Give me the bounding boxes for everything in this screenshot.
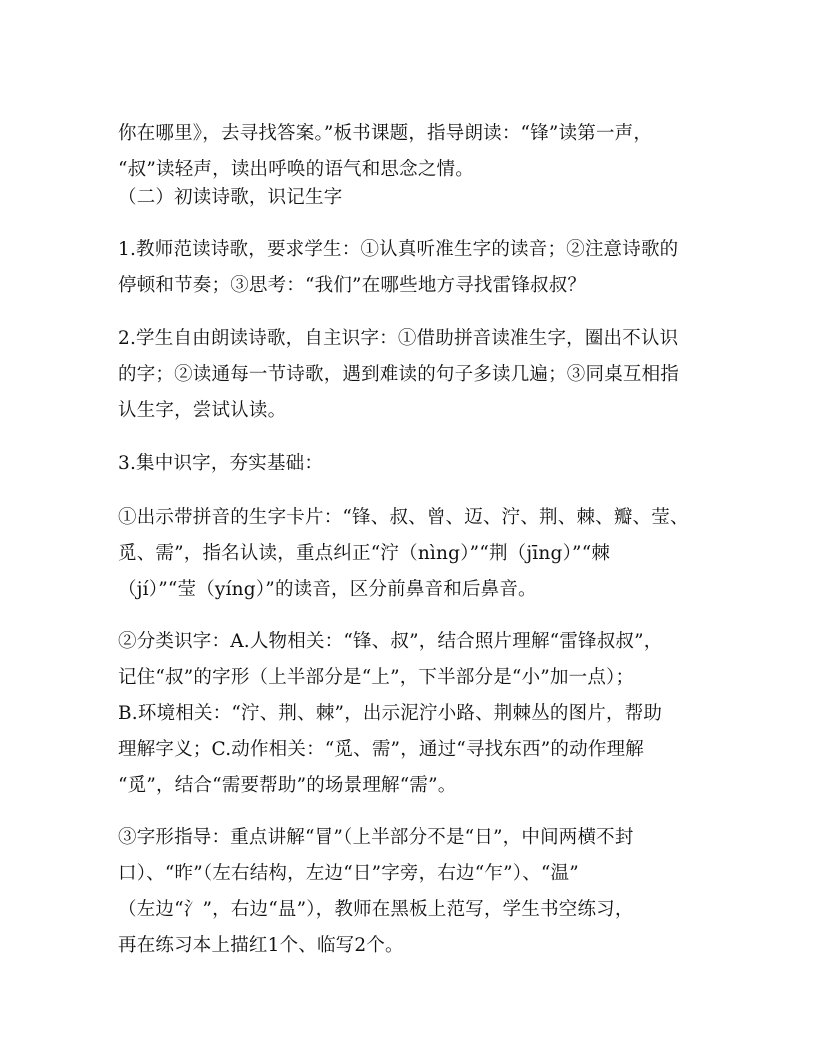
text-line: ②分类识字：A.人物相关：“锋、叔”，结合照片理解“雷锋叔叔”，	[118, 631, 663, 652]
paragraph-step-2	[118, 321, 708, 429]
text-line: “叔”读轻声，读出呼唤的语气和思念之情。	[118, 159, 474, 180]
text-line: 再在练习本上描红1个、临写2个。	[118, 935, 404, 956]
text-line: 你在哪里》，去寻找答案。”板书课题，指导朗读：“锋”读第一声，	[118, 123, 653, 144]
text-line: （左边“氵”，右边“昷”），教师在黑板上范写，学生书空练习，	[118, 899, 634, 920]
text-line: 认生字，尝试认读。	[118, 400, 287, 421]
paragraph-step-1	[118, 232, 708, 304]
text-line: ③字形指导：重点讲解“冒”（上半部分不是“日”，中间两横不封	[118, 827, 634, 848]
text-line: 觅、需”，指名认读，重点纠正“泞（nìng）”“荆（jīng）”“棘	[118, 543, 611, 564]
text-line: 口）、“昨”（左右结构，左边“日”字旁，右边“乍”）、“温”	[118, 863, 579, 884]
text-line: 停顿和节奏；③思考：“我们”在哪些地方寻找雷锋叔叔？	[118, 275, 587, 296]
paragraph-step-3	[118, 446, 708, 482]
text-line: 理解字义；C.动作相关：“觅、需”，通过“寻找东西”的动作理解	[118, 739, 644, 760]
text-line: “觅”，结合“需要帮助”的场景理解“需”。	[118, 775, 457, 796]
paragraph-intro-reading	[118, 116, 708, 188]
text-line: 记住“叔”的字形（上半部分是“上”，下半部分是“小”加一点）；	[118, 667, 635, 688]
text-line: 3.集中识字，夯实基础：	[118, 453, 324, 474]
section-heading	[118, 180, 708, 216]
paragraph-item-1	[118, 500, 708, 608]
text-line: 1.教师范读诗歌，要求学生：①认真听准生字的读音；②注意诗歌的	[118, 239, 679, 260]
text-line: 的字；②读通每一节诗歌，遇到难读的句子多读几遍；③同桌互相指	[118, 364, 680, 385]
text-line: 2.学生自由朗读诗歌，自主识字：①借助拼音读准生字，圈出不认识	[118, 328, 679, 349]
paragraph-item-3	[118, 820, 708, 964]
text-line: B.环境相关：“泞、荆、棘”，出示泥泞小路、荆棘丛的图片，帮助	[118, 703, 663, 724]
text-line: ①出示带拼音的生字卡片：“锋、叔、曾、迈、泞、荆、棘、瓣、莹、	[118, 507, 689, 528]
text-line: （二）初读诗歌，识记生字	[118, 187, 343, 208]
paragraph-item-2	[118, 624, 708, 804]
text-line: （jí）”“莹（yíng）”的读音，区分前鼻音和后鼻音。	[118, 579, 537, 600]
